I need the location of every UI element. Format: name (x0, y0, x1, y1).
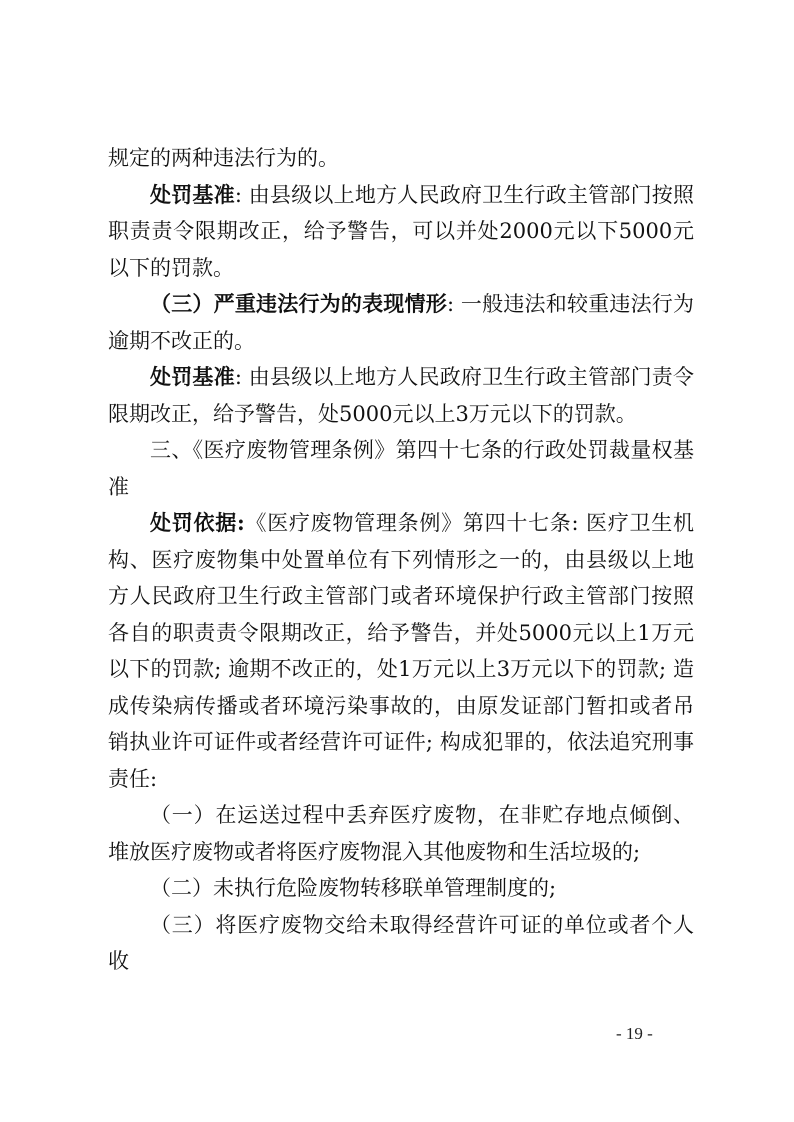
paragraph-4: 处罚基准: 由县级以上地方人民政府卫生行政主管部门责令限期改正，给予警告，处5000元以上3万元以下的罚款。 (108, 364, 695, 426)
body-text (108, 140, 694, 980)
list-item-2: （二）未执行危险废物转移联单管理制度的; (150, 876, 557, 900)
paragraph-3: （三）严重违法行为的表现情形: 一般违法和较重违法行为逾期不改正的。 (108, 291, 695, 353)
paragraph-6: 处罚依据:《医疗废物管理条例》第四十七条: 医疗卫生机构、医疗废物集中处置单位有下列情形之一的，由县级以上地方人民政府卫生行政主管部门或者环境保护行政主管部门按照各自的职责责令限期改正，给予警告，并处5000元以上1万元以下的罚款; 逾期不改正的，处1万元以上3万元以下的罚款; 造成传染病传播或者环境污染事故的，由原发证部门暂扣或者吊销执业许可证件或者经营许可证件; 构成犯罪的，依法追究刑事责任: (108, 510, 694, 791)
penalty-standard-label: 处罚基准 (150, 364, 235, 389)
penalty-standard-label: 处罚基准 (150, 181, 235, 207)
paragraph-1: 规定的两种违法行为的。 (108, 146, 339, 170)
section-heading: 三、《医疗废物管理条例》第四十七条的行政处罚裁量权基准 (108, 438, 694, 499)
page-number: - 19 - (616, 1024, 653, 1043)
paragraph-2: 处罚基准: 由县级以上地方人民政府卫生行政主管部门按照职责责令限期改正，给予警告，可以并处2000元以下5000元以下的罚款。 (108, 181, 695, 280)
serious-violation-label: （三）严重违法行为的表现情形 (150, 291, 447, 316)
list-item-3: （三）将医疗废物交给未取得经营许可证的单位或者个人收 (108, 912, 694, 973)
penalty-basis-label: 处罚依据: (150, 510, 245, 535)
list-item-1: （一）在运送过程中丢弃医疗废物，在非贮存地点倾倒、堆放医疗废物或者将医疗废物混入其他废物和生活垃圾的; (108, 803, 694, 864)
